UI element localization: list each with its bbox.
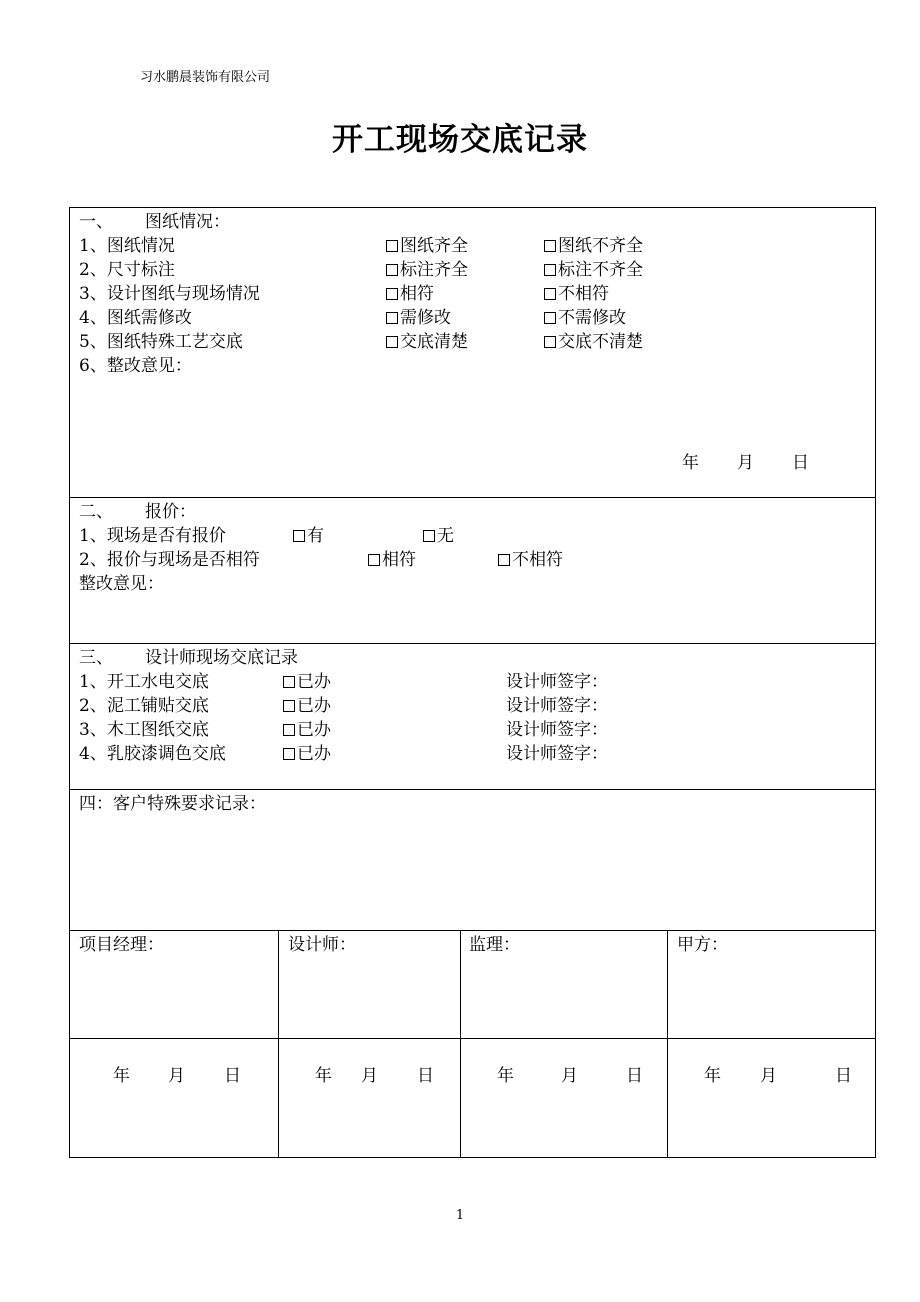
section3-row-label: 4、乳胶漆调色交底 — [79, 744, 226, 764]
signature-column-divider — [278, 930, 279, 1158]
section-divider — [70, 643, 875, 644]
project-manager-label: 项目经理： — [79, 935, 164, 955]
section2-row-label: 1、现场是否有报价 — [79, 526, 226, 546]
section3-number: 三、 — [79, 648, 113, 668]
section3-heading: 设计师现场交底记录 — [145, 648, 298, 668]
checkbox-icon[interactable] — [386, 288, 398, 300]
date-month: 月 — [361, 1066, 378, 1086]
checkbox-icon[interactable] — [283, 724, 295, 736]
date-month: 月 — [737, 453, 754, 473]
section1-option1[interactable]: 图纸齐全 — [386, 235, 468, 257]
designer-signature-label: 设计师签字： — [506, 744, 608, 764]
section2-row-label: 2、报价与现场是否相符 — [79, 550, 260, 570]
section3-option[interactable]: 已办 — [283, 671, 331, 693]
checkbox-icon[interactable] — [386, 264, 398, 276]
checkbox-icon[interactable] — [544, 312, 556, 324]
section1-option2[interactable]: 标注不齐全 — [544, 259, 643, 281]
section1-option1[interactable]: 交底清楚 — [386, 331, 468, 353]
date-day: 日 — [792, 453, 809, 473]
section2-option2[interactable]: 无 — [423, 525, 454, 547]
section1-row-label: 3、设计图纸与现场情况 — [79, 284, 260, 304]
section3-row-label: 1、开工水电交底 — [79, 672, 209, 692]
section-divider — [70, 789, 875, 790]
section2-heading: 报价： — [145, 502, 196, 522]
section1-option1[interactable]: 相符 — [386, 283, 434, 305]
checkbox-icon[interactable] — [283, 700, 295, 712]
date-day: 日 — [835, 1066, 852, 1086]
section1-heading: 图纸情况： — [145, 212, 230, 232]
section1-option2[interactable]: 不需修改 — [544, 307, 626, 329]
checkbox-icon[interactable] — [293, 530, 305, 542]
date-day: 日 — [626, 1066, 643, 1086]
date-month: 月 — [760, 1066, 777, 1086]
section1-option2[interactable]: 图纸不齐全 — [544, 235, 643, 257]
date-year: 年 — [497, 1066, 514, 1086]
checkbox-icon[interactable] — [544, 264, 556, 276]
designer-signature-label: 设计师签字： — [506, 696, 608, 716]
checkbox-icon[interactable] — [423, 530, 435, 542]
signature-column-divider — [460, 930, 461, 1158]
date-day: 日 — [417, 1066, 434, 1086]
handover-form — [69, 207, 876, 1158]
document-title: 开工现场交底记录 — [332, 122, 588, 158]
client-label: 甲方： — [677, 935, 728, 955]
designer-signature-label: 设计师签字： — [506, 720, 608, 740]
checkbox-icon[interactable] — [386, 312, 398, 324]
section1-row-label: 2、尺寸标注 — [79, 260, 175, 280]
date-month: 月 — [561, 1066, 578, 1086]
date-year: 年 — [704, 1066, 721, 1086]
section1-row-label: 1、图纸情况 — [79, 236, 175, 256]
section1-option2[interactable]: 不相符 — [544, 283, 609, 305]
date-year: 年 — [682, 453, 699, 473]
section3-option[interactable]: 已办 — [283, 743, 331, 765]
section1-row-label: 5、图纸特殊工艺交底 — [79, 332, 243, 352]
designer-label: 设计师： — [288, 935, 356, 955]
section1-option2[interactable]: 交底不清楚 — [544, 331, 643, 353]
checkbox-icon[interactable] — [283, 676, 295, 688]
checkbox-icon[interactable] — [386, 336, 398, 348]
section2-number: 二、 — [79, 502, 113, 522]
section2-opinion-label: 整改意见： — [79, 574, 164, 594]
checkbox-icon[interactable] — [386, 240, 398, 252]
page-number: 1 — [455, 1208, 465, 1223]
checkbox-icon[interactable] — [368, 554, 380, 566]
section3-option[interactable]: 已办 — [283, 719, 331, 741]
section1-row-label: 4、图纸需修改 — [79, 308, 192, 328]
section2-option1[interactable]: 有 — [293, 525, 324, 547]
checkbox-icon[interactable] — [544, 240, 556, 252]
section4-heading: 四：客户特殊要求记录： — [79, 794, 266, 814]
date-year: 年 — [113, 1066, 130, 1086]
date-year: 年 — [315, 1066, 332, 1086]
section3-option[interactable]: 已办 — [283, 695, 331, 717]
date-day: 日 — [224, 1066, 241, 1086]
checkbox-icon[interactable] — [544, 288, 556, 300]
date-month: 月 — [168, 1066, 185, 1086]
company-name: 习水鹏晨装饰有限公司 — [140, 70, 271, 85]
supervisor-label: 监理： — [469, 935, 520, 955]
section1-option1[interactable]: 需修改 — [386, 307, 451, 329]
section1-opinion-label: 6、整改意见： — [79, 356, 192, 376]
section2-option2[interactable]: 不相符 — [498, 549, 563, 571]
checkbox-icon[interactable] — [544, 336, 556, 348]
checkbox-icon[interactable] — [498, 554, 510, 566]
checkbox-icon[interactable] — [283, 748, 295, 760]
section1-number: 一、 — [79, 212, 113, 232]
signature-column-divider — [667, 930, 668, 1158]
section-divider — [70, 930, 875, 931]
section1-option1[interactable]: 标注齐全 — [386, 259, 468, 281]
section-divider — [70, 497, 875, 498]
designer-signature-label: 设计师签字： — [506, 672, 608, 692]
signature-divider — [70, 1038, 875, 1039]
section3-row-label: 2、泥工铺贴交底 — [79, 696, 209, 716]
section3-row-label: 3、木工图纸交底 — [79, 720, 209, 740]
section2-option1[interactable]: 相符 — [368, 549, 416, 571]
